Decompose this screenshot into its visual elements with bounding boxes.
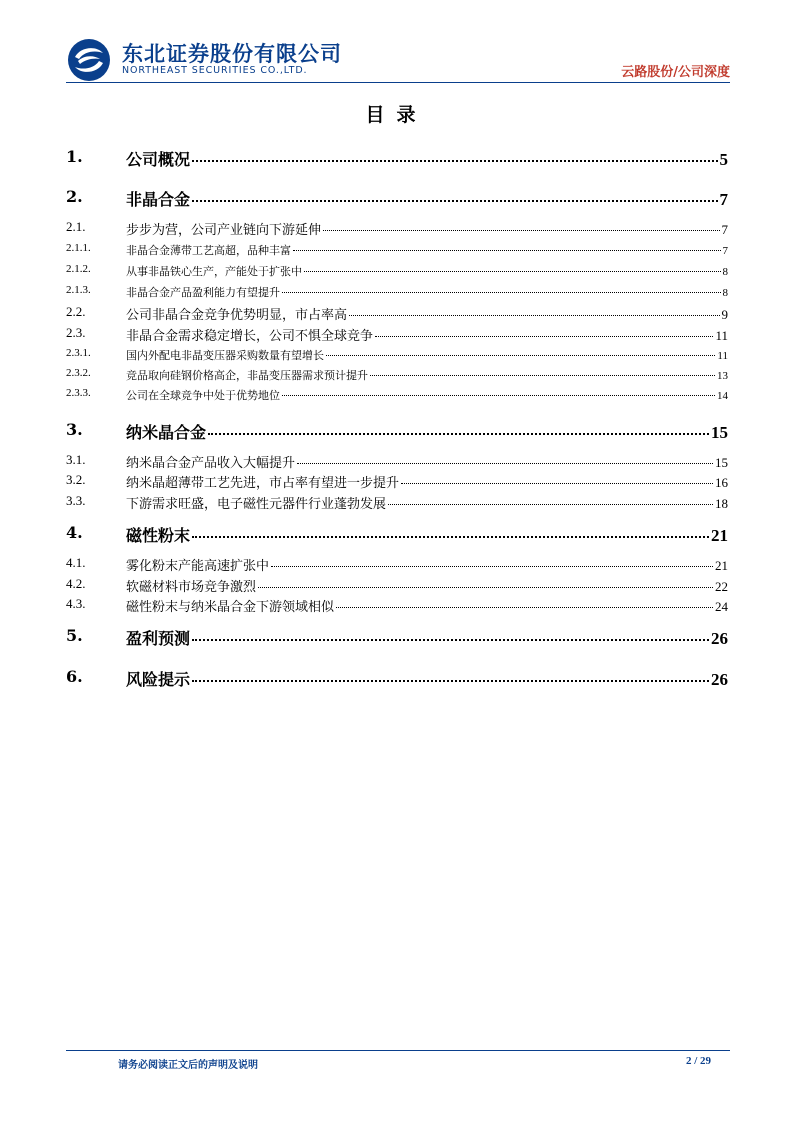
toc-entry-page: 7 (721, 222, 728, 237)
toc-entry-page: 14 (717, 390, 728, 402)
toc-entry-page: 26 (711, 629, 728, 648)
toc-entry-number: 4.3. (66, 596, 86, 611)
toc-entry-label: 非晶合金 (126, 190, 191, 209)
toc-entry-line (126, 576, 728, 595)
toc-entry[interactable] (66, 242, 728, 258)
footer-divider (66, 1050, 730, 1051)
header-divider (66, 82, 730, 83)
toc-entry[interactable] (66, 452, 728, 470)
toc-entry-number: 3.2. (66, 472, 86, 487)
toc-entry[interactable] (66, 472, 728, 490)
toc-entry[interactable] (66, 596, 728, 614)
toc-entry-page: 8 (722, 287, 728, 299)
toc-entry-line (126, 523, 728, 546)
toc-entry-line (126, 304, 728, 323)
report-type: 云路股份/公司深度 (621, 65, 730, 80)
toc-entry-line (126, 147, 728, 170)
toc-entry-number: 3.3. (66, 493, 86, 508)
toc-entry-page: 7 (722, 245, 728, 257)
toc-entry-label: 步步为营，公司产业链向下游延伸 (126, 223, 322, 238)
toc-entry-number: 2.3.3. (66, 387, 91, 399)
toc-entry[interactable] (66, 523, 728, 545)
toc-entry[interactable] (66, 325, 728, 343)
toc-entry-number: 2.2. (66, 304, 86, 319)
toc-entry[interactable] (66, 219, 728, 237)
toc-entry-line (126, 472, 728, 491)
toc-entry-label: 软磁材料市场竞争激烈 (126, 580, 257, 595)
toc-entry-number: 1. (66, 147, 83, 166)
toc-entry-line (126, 555, 728, 574)
toc-leader-dots (349, 315, 719, 316)
toc-leader-dots (388, 504, 713, 505)
toc-entry[interactable] (66, 667, 728, 689)
toc-entry-number: 3. (66, 420, 83, 439)
toc-entry[interactable] (66, 555, 728, 573)
toc-entry-line (126, 596, 728, 615)
company-logo-icon (66, 37, 112, 83)
toc-entry-label: 公司在全球竞争中处于优势地位 (126, 389, 280, 402)
toc-entry-number: 2.3. (66, 325, 86, 340)
toc-entry-line (126, 187, 728, 210)
company-name-en: NORTHEAST SECURITIES CO.,LTD. (122, 65, 308, 76)
page-header (66, 34, 730, 80)
toc-entry-line (126, 219, 728, 238)
toc-entry-number: 2.3.2. (66, 367, 91, 379)
toc-entry[interactable] (66, 387, 728, 403)
toc-leader-dots (304, 271, 721, 272)
toc-entry-number: 3.1. (66, 452, 86, 467)
toc-entry-page: 7 (719, 190, 728, 209)
toc-entry-page: 16 (715, 475, 728, 490)
page-indicator: 2 / 29 (685, 1055, 711, 1067)
toc-entry-label: 非晶合金薄带工艺高超，品种丰富 (126, 244, 291, 257)
toc-entry-page: 18 (715, 496, 728, 511)
toc-entry-label: 风险提示 (126, 670, 191, 689)
toc-entry-line (126, 626, 728, 649)
toc-leader-dots (293, 250, 721, 251)
toc-entry[interactable] (66, 187, 728, 209)
toc-entry-label: 公司非晶合金竞争优势明显，市占率高 (126, 308, 348, 323)
toc-entry[interactable] (66, 304, 728, 322)
toc-entry[interactable] (66, 263, 728, 279)
toc-entry-line (126, 284, 728, 300)
toc-entry-label: 非晶合金需求稳定增长，公司不惧全球竞争 (126, 329, 374, 344)
toc-entry-page: 22 (715, 579, 728, 594)
toc-entry-line (126, 242, 728, 258)
toc-entry[interactable] (66, 626, 728, 648)
toc-entry-label: 纳米晶超薄带工艺先进，市占率有望进一步提升 (126, 476, 400, 491)
toc-entry-number: 2.1. (66, 219, 86, 234)
toc-entry-line (126, 263, 728, 279)
toc-leader-dots (370, 375, 715, 376)
toc-entry[interactable] (66, 147, 728, 169)
toc-entry-number: 6. (66, 667, 83, 686)
toc-entry-line (126, 325, 728, 344)
toc-leader-dots (271, 566, 713, 567)
toc-entry-label: 盈利预测 (126, 629, 191, 648)
toc-entry-label: 公司概况 (126, 150, 191, 169)
toc-entry-number: 4.2. (66, 576, 86, 591)
toc-entry-number: 4. (66, 523, 83, 542)
toc-entry-label: 磁性粉末与纳米晶合金下游领域相似 (126, 600, 335, 615)
toc-entry[interactable] (66, 420, 728, 442)
toc-entry-label: 竞品取向硅钢价格高企，非晶变压器需求预计提升 (126, 369, 368, 382)
toc-entry-line (126, 452, 728, 471)
toc-leader-dots (282, 292, 721, 293)
toc-entry-page: 21 (715, 558, 728, 573)
toc-entry-label: 纳米晶合金产品收入大幅提升 (126, 456, 296, 471)
toc-entry[interactable] (66, 284, 728, 300)
footer-disclaimer: 请务必阅读正文后的声明及说明 (118, 1060, 258, 1071)
toc-entry-page: 26 (711, 670, 728, 689)
toc-entry-label: 国内外配电非晶变压器采购数量有望增长 (126, 349, 324, 362)
toc-entry-label: 从事非晶铁心生产，产能处于扩张中 (126, 265, 302, 278)
toc-entry-page: 8 (722, 266, 728, 278)
toc-entry-number: 4.1. (66, 555, 86, 570)
toc-entry-page: 11 (717, 350, 728, 362)
toc-entry-label: 下游需求旺盛，电子磁性元器件行业蓬勃发展 (126, 497, 387, 512)
toc-leader-dots (258, 587, 713, 588)
toc-leader-dots (375, 336, 713, 337)
toc-leader-dots (326, 355, 715, 356)
toc-entry-number: 2.1.3. (66, 284, 91, 296)
toc-leader-dots (336, 607, 713, 608)
company-name-cn: 东北证券股份有限公司 (122, 42, 342, 66)
toc-entry-label: 纳米晶合金 (126, 423, 207, 442)
toc-entry-line (126, 387, 728, 403)
toc-leader-dots (208, 433, 709, 435)
toc-leader-dots (323, 230, 719, 231)
toc-leader-dots (192, 160, 717, 162)
toc-entry-page: 15 (715, 455, 728, 470)
toc-entry[interactable] (66, 493, 728, 511)
toc-entry[interactable] (66, 576, 728, 594)
toc-entry-number: 2.1.1. (66, 242, 91, 254)
toc-entry-line (126, 347, 728, 363)
toc-entry-line (126, 420, 728, 443)
toc-leader-dots (192, 536, 709, 538)
toc-title: 目录 (365, 104, 428, 126)
toc-entry[interactable] (66, 347, 728, 363)
toc-leader-dots (192, 680, 709, 682)
toc-entry-number: 2.3.1. (66, 347, 91, 359)
toc-leader-dots (192, 639, 709, 641)
toc-entry[interactable] (66, 367, 728, 383)
toc-entry-label: 非晶合金产品盈利能力有望提升 (126, 286, 280, 299)
toc-entry-number: 2.1.2. (66, 263, 91, 275)
toc-entry-line (126, 493, 728, 512)
toc-entry-page: 5 (719, 150, 728, 169)
toc-entry-page: 21 (711, 526, 728, 545)
toc-entry-label: 磁性粉末 (126, 526, 191, 545)
toc-leader-dots (192, 200, 717, 202)
toc-entry-line (126, 667, 728, 690)
toc-entry-page: 15 (711, 423, 728, 442)
toc-entry-number: 5. (66, 626, 83, 645)
toc-entry-page: 24 (715, 599, 728, 614)
toc-entry-page: 9 (721, 307, 728, 322)
toc-entry-line (126, 367, 728, 383)
toc-entry-page: 13 (717, 370, 728, 382)
toc-leader-dots (401, 483, 713, 484)
toc-entry-number: 2. (66, 187, 83, 206)
toc-leader-dots (282, 395, 715, 396)
toc-entry-page: 11 (715, 328, 728, 343)
toc-leader-dots (297, 463, 713, 464)
toc-entry-label: 雾化粉末产能高速扩张中 (126, 559, 270, 574)
